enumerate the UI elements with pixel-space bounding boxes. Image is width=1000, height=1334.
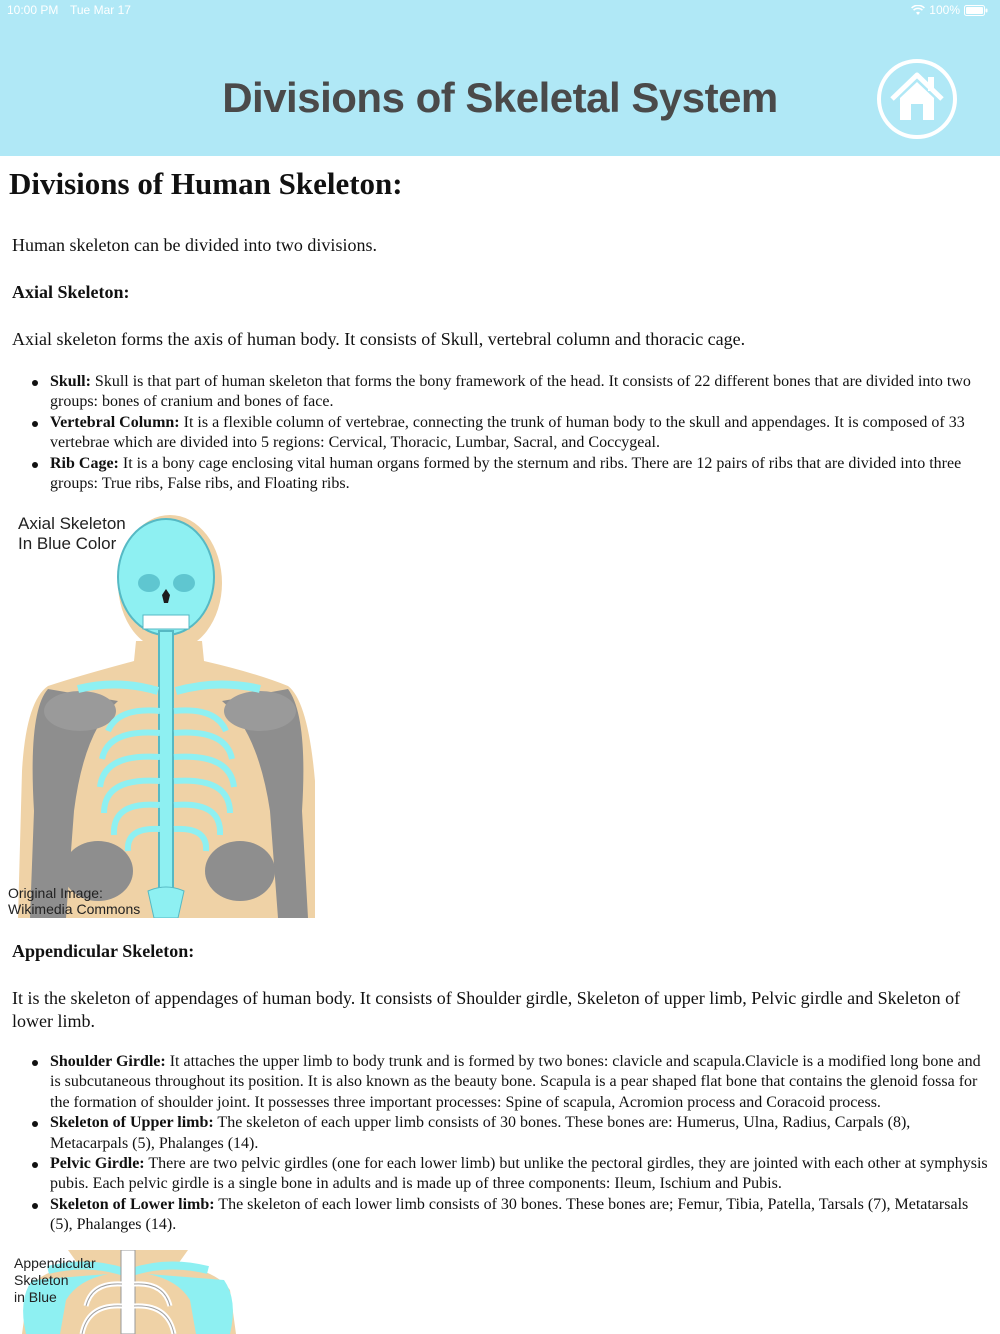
- battery-percent: 100%: [929, 3, 960, 17]
- item-term: Vertebral Column:: [50, 413, 180, 431]
- page-title: Divisions of Skeletal System: [222, 74, 778, 121]
- status-time: 10:00 PM: [7, 3, 59, 17]
- status-date: Tue Mar 17: [70, 3, 131, 17]
- figure-label-line: in Blue: [14, 1289, 57, 1305]
- item-term: Skull:: [50, 373, 91, 390]
- figure-label-line: Appendicular: [14, 1255, 96, 1271]
- item-text: It is a flexible column of vertebrae, connecting the trunk of human body to the skull and appendages. It is composed of 33 vertebrae which are divided into 5 regions: Cervical, Thoracic, Lumbar, Sacral, and Coccygeal.: [50, 413, 965, 452]
- item-term: Rib Cage:: [50, 454, 119, 472]
- axial-skeleton-image: [8, 511, 315, 918]
- home-icon: [876, 58, 958, 140]
- appendicular-text: It is the skeleton of appendages of human body. It consists of Shoulder girdle, Skeleton of upper limb, Pelvic girdle and Skeleton of lower limb.: [12, 988, 961, 1031]
- item-term: Skeleton of Upper limb:: [50, 1114, 214, 1132]
- list-item: [0, 413, 990, 454]
- figure-label: [18, 514, 126, 554]
- wifi-icon: [911, 5, 925, 16]
- list-item: [0, 1113, 990, 1154]
- appendicular-heading: Appendicular Skeleton:: [12, 941, 195, 961]
- figure-credit-line: Wikimedia Commons: [8, 901, 141, 917]
- figure-label: [14, 1255, 96, 1306]
- item-term: Skeleton of Lower limb:: [50, 1195, 215, 1213]
- status-bar: [0, 0, 1000, 22]
- axial-text: Axial skeleton forms the axis of human body. It consists of Skull, vertebral column and thoracic cage.: [12, 329, 746, 349]
- item-text: The skeleton of each upper limb consists of 30 bones. These bones are: Humerus, Ulna, Radius, Carpals (8), Metacarpals (5), Phalanges (14).: [50, 1114, 911, 1152]
- appendicular-list: [0, 1052, 990, 1236]
- figure-label-line: In Blue Color: [18, 534, 117, 553]
- item-term: Shoulder Girdle:: [50, 1053, 166, 1070]
- figure-credit-line: Original Image:: [8, 885, 103, 901]
- figure-label-line: Axial Skeleton: [18, 514, 126, 533]
- figure-credit: [8, 885, 140, 917]
- appendicular-skeleton-image: [8, 1250, 240, 1334]
- skeleton-illustration: [8, 511, 315, 918]
- item-text: It is a bony cage enclosing vital human organs formed by the sternum and ribs. There are 12 pairs of ribs that are divided into three groups: True ribs, False ribs, and Floating ribs.: [50, 454, 962, 493]
- list-item: [0, 1052, 990, 1113]
- intro-text: Human skeleton can be divided into two divisions.: [12, 235, 377, 255]
- list-item: [0, 1154, 990, 1195]
- item-text: Skull is that part of human skeleton that forms the bony framework of the head. It consists of 22 different bones that are divided into two groups: bones of cranium and bones of face.: [50, 373, 971, 411]
- figure-label-line: Skeleton: [14, 1272, 69, 1288]
- list-item: [0, 454, 990, 495]
- list-item: [0, 372, 990, 413]
- list-item: [0, 1195, 990, 1236]
- home-button[interactable]: [876, 58, 958, 140]
- axial-heading: Axial Skeleton:: [12, 282, 130, 302]
- item-term: Pelvic Girdle:: [50, 1155, 145, 1173]
- item-text: The skeleton of each lower limb consists of 30 bones. These bones are; Femur, Tibia, Patella, Tarsals (7), Metatarsals (5), Phalanges (14).: [50, 1195, 969, 1234]
- app-header: [0, 0, 1000, 156]
- status-right: [911, 3, 988, 17]
- article-heading: Divisions of Human Skeleton:: [9, 166, 403, 201]
- item-text: There are two pelvic girdles (one for each lower limb) but unlike the pectoral girdles, they are jointed with each other at symphysis pubis. Each pelvic girdle is a single bone in adults and is made up of three components: Ileum, Ischium and Pubis.: [50, 1155, 988, 1193]
- battery-icon: [964, 5, 988, 16]
- item-text: It attaches the upper limb to body trunk and is formed by two bones: clavicle and scapula.Clavicle is a modified long bone and is subcutaneous throughout its position. It is also known as the beauty bone. Scapula is a pear shaped flat bone that contains the glenoid fossa for the formation of shoulder joint. It possesses three important processes: Spine of scapula, Acromion process and Coracoid process.: [50, 1053, 981, 1111]
- axial-list: [0, 372, 990, 494]
